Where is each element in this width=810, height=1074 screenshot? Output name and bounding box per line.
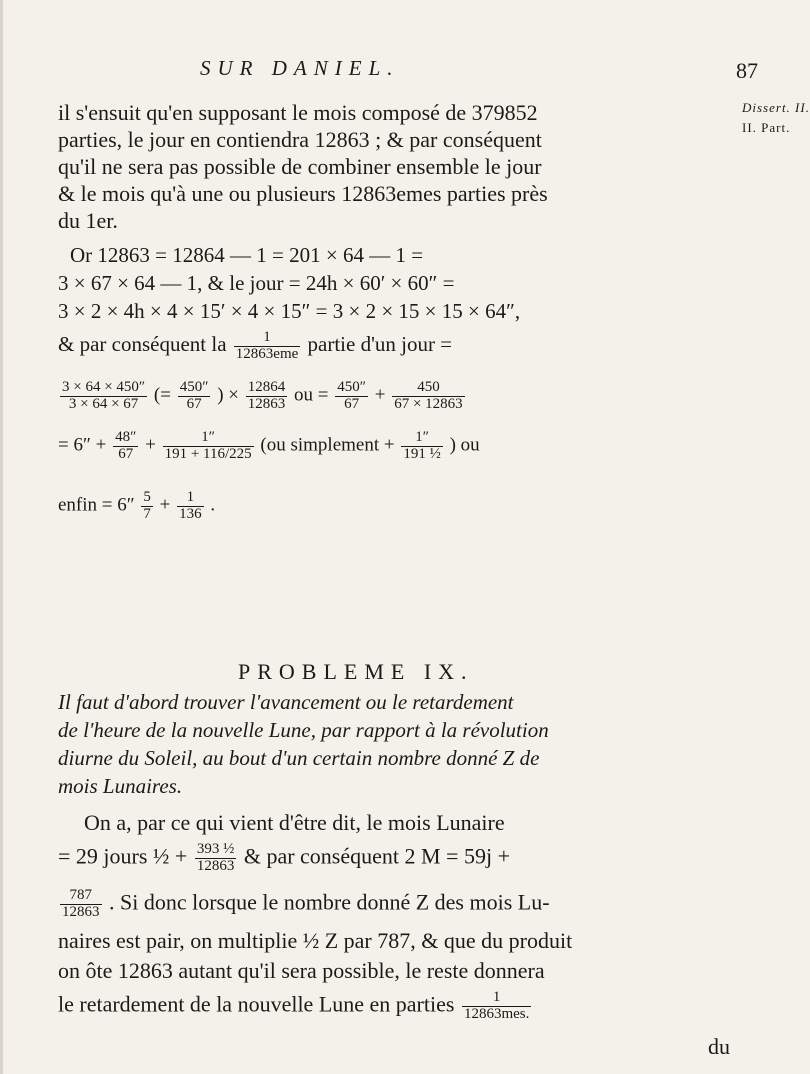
margin-note-dissertation: Dissert. II. [742,100,810,115]
fraction: $\frac{3 \times 64 \times 450''}{3 \times 64 \times 67}$ [62,379,146,412]
equation-text: & par conséquent la [58,332,227,357]
problem-statement-line: Il faut d'abord trouver l'avancement ou le retardement [58,690,514,714]
equation-line-3: 3 × 2 × 4h × 4 × 15′ × 4 × 15″ = 3 × 2 × 15 × 15 × 64″, [58,299,521,323]
text-line: $\frac{787}{12863}$ . Si donc lorsque le nombre donné Z des mois Lu- [62,887,550,920]
text-line: qu'il ne sera pas possible de combiner ensemble le jour [58,154,542,179]
text-line: parties, le jour en contiendra 12863 ; & par conséquent [58,127,542,152]
fraction: $\frac{450}{67 \times 12863}$ [394,379,463,412]
page-number: 87 [736,58,758,83]
margin-note-part: II. Part. [742,120,791,135]
equation-line-6: = 6″ + $\frac{48''}{67}$ + $\frac{1''}{191 + 116/225}$ (ou simplement + $\frac{1''}{\text{191 ½}}$ ) ou [58,429,480,462]
equation-line-2: 3 × 67 × 64 — 1, & le jour = 24h × 60′ × 60″ = [58,271,455,295]
fraction: $\frac{12864}{12863}$ [247,379,286,412]
text-line: on ôte 12863 autant qu'il sera possible, le reste donnera [58,958,545,983]
problem-heading: PROBLEME IX. [238,659,474,684]
equation-line-5: $\frac{3 \times 64 \times 450''}{3 \times 64 \times 67}$ (= $\frac{450''}{67}$ ) × $\frac{12864}{12863}$ ou = $\frac{450''}{67}$ + $\frac{450}{67 \times 12863}$ [62,379,463,412]
fraction: $\frac{1''}{191 + 116/225}$ [164,429,252,462]
text-line: On a, par ce qui vient d'être dit, le mois Lunaire [84,810,505,835]
fraction: $\frac{787}{12863}$ [62,887,100,920]
fraction: $\frac{\text{393 ½}}{12863}$ [196,841,235,874]
fraction: $\frac{1''}{\text{191 ½}}$ [403,429,441,462]
equation-line-7: enfin = 6″ $\frac{5}{7}$ + $\frac{1}{136}$ . [58,489,216,522]
page-edge [0,0,3,1074]
fraction: $\frac{48''}{67}$ [115,429,137,462]
fraction: $\frac{1}{\text{12863mes.}}$ [463,989,530,1022]
fraction: $\frac{5}{7}$ [143,489,151,522]
problem-statement-line: de l'heure de la nouvelle Lune, par rapport à la révolution [58,718,549,742]
equation-line-1: Or 12863 = 12864 — 1 = 201 × 64 — 1 = [70,243,424,267]
fraction: $\frac{450''}{67}$ [179,379,209,412]
catchword: du [708,1034,730,1059]
text-line: naires est pair, on multiplie ½ Z par 787, & que du produit [58,928,573,953]
fraction: $\frac{1}{136}$ [179,489,202,522]
text-line: = 29 jours ½ + $\frac{\text{393 ½}}{12863}$ & par conséquent 2 M = 59j + [58,841,510,874]
problem-statement-line: mois Lunaires. [58,774,183,798]
text-line: le retardement de la nouvelle Lune en parties $\frac{1}{\text{12863mes.}}$ [58,989,530,1022]
fraction: $\frac{450''}{67}$ [337,379,366,412]
running-title: SUR DANIEL. [200,56,400,80]
text-line: & le mois qu'à une ou plusieurs 12863emes parties près [58,181,548,206]
text-line: du 1er. [58,208,118,233]
equation-line-4 [58,330,452,363]
equation-text: partie d'un jour = [307,332,453,357]
problem-statement-line: diurne du Soleil, au bout d'un certain nombre donné Z de [58,746,540,770]
text-line: il s'ensuit qu'en supposant le mois composé de 379852 [58,100,538,125]
fraction: $\frac{1}{\text{12863eme}}$ [235,329,299,362]
